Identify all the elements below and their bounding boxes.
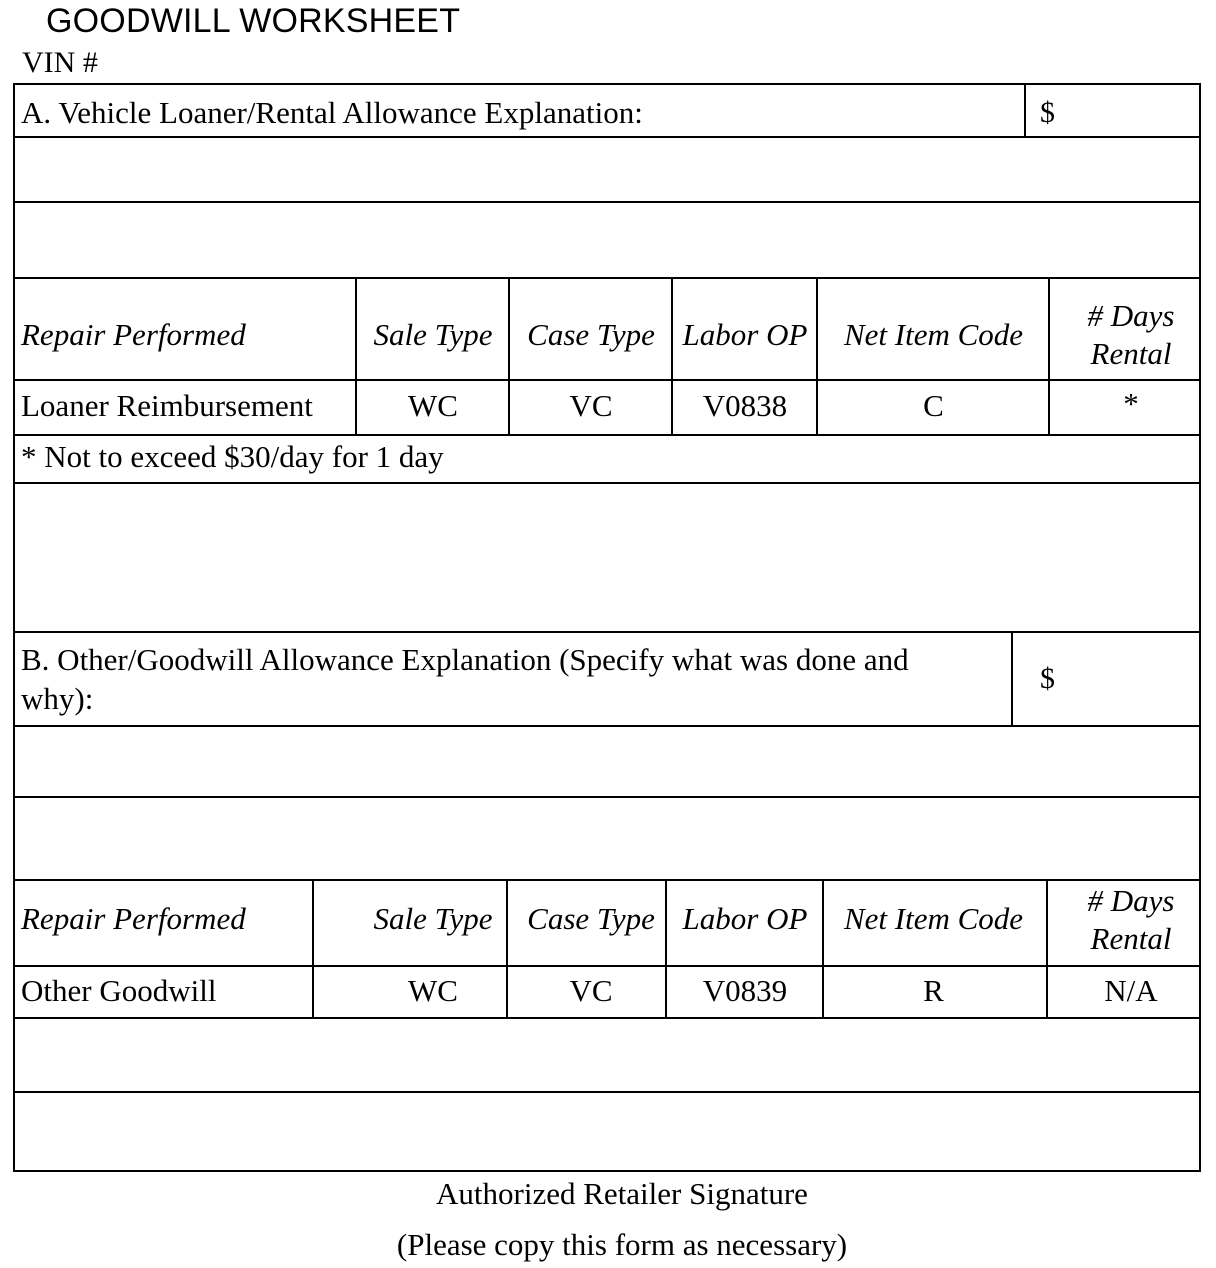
divider <box>13 965 1201 967</box>
section-b-amount-field[interactable] <box>1060 636 1195 722</box>
section-b-col-case-type: Case Type <box>527 901 655 936</box>
section-a-col-sale-type: Sale Type <box>373 317 493 352</box>
section-a-dollar-label: $ <box>1040 96 1055 129</box>
divider <box>13 482 1201 484</box>
copy-note: (Please copy this form as necessary) <box>396 1227 848 1262</box>
section-b-row-repair: Other Goodwill <box>21 973 217 1008</box>
section-b-col-days-rental-line2: Rental <box>1090 921 1172 956</box>
section-b-explanation-line-1[interactable] <box>16 729 1198 795</box>
section-a-col-labor-op: Labor OP <box>682 317 808 352</box>
section-b-row-net-item-code: R <box>923 973 944 1008</box>
section-b-col-labor-op: Labor OP <box>682 901 808 936</box>
divider <box>13 136 1201 138</box>
section-b-row-labor-op: V0839 <box>702 973 788 1008</box>
section-a-col-case-type: Case Type <box>527 317 655 352</box>
section-b-row-days: N/A <box>1104 973 1158 1008</box>
section-a-heading: A. Vehicle Loaner/Rental Allowance Explanation: <box>21 95 643 130</box>
divider <box>13 796 1201 798</box>
divider <box>13 725 1201 727</box>
section-a-row-labor-op: V0838 <box>702 388 788 423</box>
section-b-blank-line-1[interactable] <box>16 1021 1198 1089</box>
frame-top-border <box>13 83 1201 85</box>
divider <box>312 879 314 1019</box>
section-a-explanation-line-1[interactable] <box>16 140 1198 200</box>
section-a-note: * Not to exceed $30/day for 1 day <box>21 439 444 474</box>
section-a-row-days: * <box>1123 386 1139 421</box>
frame-bottom-border <box>13 1170 1201 1172</box>
section-b-col-repair-performed: Repair Performed <box>21 901 246 936</box>
section-a-col-repair-performed: Repair Performed <box>21 317 246 352</box>
section-b-col-sale-type: Sale Type <box>373 901 493 936</box>
section-b-amount-divider <box>1011 631 1013 727</box>
divider <box>13 1091 1201 1093</box>
section-a-row-case-type: VC <box>569 388 613 423</box>
section-a-explanation-line-2[interactable] <box>16 205 1198 275</box>
section-b-col-days-rental-line1: # Days <box>1087 883 1175 918</box>
divider <box>13 879 1201 881</box>
signature-label: Authorized Retailer Signature <box>436 1176 808 1211</box>
section-b-col-net-item-code: Net Item Code <box>843 901 1024 936</box>
section-a-row-repair: Loaner Reimbursement <box>21 388 313 423</box>
section-b-heading-line1: B. Other/Goodwill Allowance Explanation (Specify what was done and <box>21 642 909 677</box>
section-b-blank-line-2[interactable] <box>16 1095 1198 1167</box>
section-b-explanation-line-2[interactable] <box>16 800 1198 878</box>
section-a-amount-divider <box>1024 83 1026 138</box>
section-a-col-days-rental-line1: # Days <box>1087 298 1175 333</box>
divider <box>13 379 1201 381</box>
form-title: GOODWILL WORKSHEET <box>46 2 461 40</box>
section-a-amount-field[interactable] <box>1060 88 1195 134</box>
divider <box>13 277 1201 279</box>
frame-left-border <box>13 83 15 1172</box>
divider <box>13 434 1201 436</box>
section-a-row-sale-type: WC <box>408 388 458 423</box>
section-a-blank-area[interactable] <box>16 486 1198 628</box>
section-a-col-days-rental-line2: Rental <box>1090 336 1172 371</box>
vin-label: VIN # <box>22 46 98 79</box>
divider <box>13 1017 1201 1019</box>
divider <box>13 201 1201 203</box>
section-a-col-net-item-code: Net Item Code <box>843 317 1024 352</box>
section-b-row-sale-type: WC <box>408 973 458 1008</box>
section-b-dollar-label: $ <box>1040 662 1055 695</box>
section-b-heading-line2: why): <box>21 681 94 716</box>
section-b-row-case-type: VC <box>569 973 613 1008</box>
divider <box>13 631 1201 633</box>
section-a-row-net-item-code: C <box>923 388 944 423</box>
